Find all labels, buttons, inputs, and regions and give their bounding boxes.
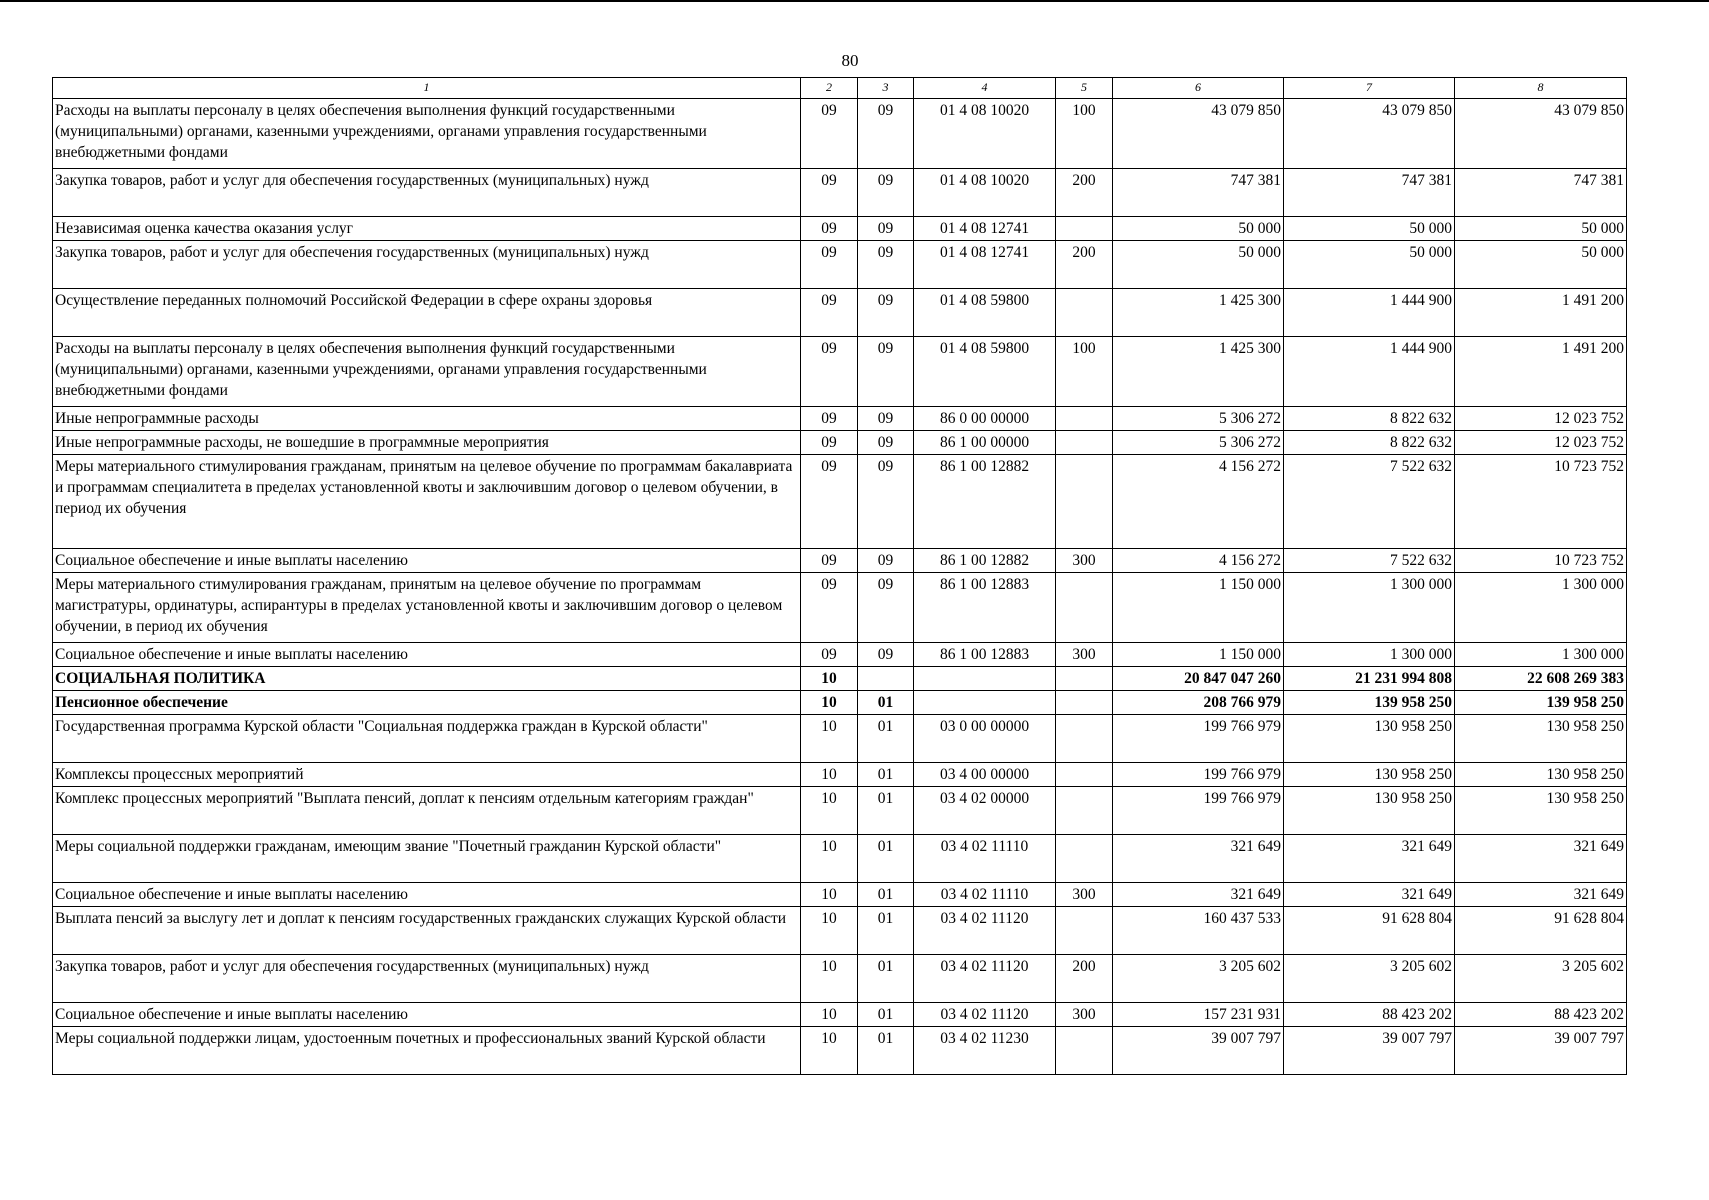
row-subsection-code: 01: [858, 691, 914, 715]
table-row: [53, 691, 1627, 715]
row-amount-col8: 12 023 752: [1455, 431, 1627, 455]
table-row: [53, 289, 1627, 337]
row-subsection-code: 09: [858, 99, 914, 169]
row-name: Меры материального стимулирования гражданам, принятым на целевое обучение по программам бакалавриата и программам специалитета в пределах установленной квоты и заключившим договор о целевом обучении, в период их обучения: [53, 455, 801, 549]
row-target-article: 86 1 00 12883: [914, 643, 1056, 667]
row-name: Социальное обеспечение и иные выплаты населению: [53, 643, 801, 667]
row-target-article: 03 4 02 11120: [914, 907, 1056, 955]
row-amount-col7: 321 649: [1284, 835, 1455, 883]
row-section-code: 10: [801, 1003, 858, 1027]
column-number: 8: [1455, 78, 1627, 99]
row-amount-col7: 1 444 900: [1284, 337, 1455, 407]
row-target-article: 03 4 02 11120: [914, 1003, 1056, 1027]
row-expense-type: [1056, 763, 1113, 787]
row-amount-col6: 321 649: [1113, 835, 1284, 883]
row-subsection-code: 01: [858, 1027, 914, 1075]
row-amount-col8: 39 007 797: [1455, 1027, 1627, 1075]
row-expense-type: [1056, 573, 1113, 643]
row-expense-type: 200: [1056, 169, 1113, 217]
row-subsection-code: 01: [858, 883, 914, 907]
column-number: 2: [801, 78, 858, 99]
row-amount-col6: 3 205 602: [1113, 955, 1284, 1003]
table-row: [53, 99, 1627, 169]
table-row: [53, 217, 1627, 241]
row-amount-col8: 139 958 250: [1455, 691, 1627, 715]
row-amount-col7: 139 958 250: [1284, 691, 1455, 715]
row-expense-type: [1056, 455, 1113, 549]
row-target-article: 03 4 02 00000: [914, 787, 1056, 835]
row-subsection-code: 09: [858, 337, 914, 407]
row-amount-col7: 130 958 250: [1284, 715, 1455, 763]
row-subsection-code: 01: [858, 835, 914, 883]
column-number: 6: [1113, 78, 1284, 99]
row-amount-col7: 7 522 632: [1284, 549, 1455, 573]
row-amount-col6: 321 649: [1113, 883, 1284, 907]
row-target-article: 03 4 02 11230: [914, 1027, 1056, 1075]
row-section-code: 09: [801, 289, 858, 337]
row-amount-col6: 1 150 000: [1113, 643, 1284, 667]
row-amount-col8: 50 000: [1455, 217, 1627, 241]
row-subsection-code: 09: [858, 573, 914, 643]
row-expense-type: [1056, 691, 1113, 715]
row-section-code: 09: [801, 99, 858, 169]
row-amount-col7: 8 822 632: [1284, 431, 1455, 455]
row-amount-col6: 199 766 979: [1113, 787, 1284, 835]
row-amount-col6: 5 306 272: [1113, 407, 1284, 431]
table-row: [53, 455, 1627, 549]
row-amount-col8: 1 491 200: [1455, 337, 1627, 407]
row-target-article: 86 0 00 00000: [914, 407, 1056, 431]
row-target-article: 86 1 00 12883: [914, 573, 1056, 643]
row-expense-type: [1056, 217, 1113, 241]
row-amount-col7: 21 231 994 808: [1284, 667, 1455, 691]
row-amount-col6: 50 000: [1113, 241, 1284, 289]
row-amount-col6: 5 306 272: [1113, 431, 1284, 455]
row-amount-col8: 1 300 000: [1455, 643, 1627, 667]
row-target-article: 01 4 08 10020: [914, 99, 1056, 169]
row-amount-col6: 20 847 047 260: [1113, 667, 1284, 691]
row-amount-col8: 12 023 752: [1455, 407, 1627, 431]
row-section-code: 10: [801, 763, 858, 787]
row-expense-type: [1056, 407, 1113, 431]
row-amount-col6: 160 437 533: [1113, 907, 1284, 955]
row-expense-type: 100: [1056, 99, 1113, 169]
row-target-article: 86 1 00 12882: [914, 455, 1056, 549]
row-amount-col6: 39 007 797: [1113, 1027, 1284, 1075]
row-target-article: 03 4 02 11110: [914, 883, 1056, 907]
table-row: [53, 1027, 1627, 1075]
row-subsection-code: 09: [858, 455, 914, 549]
row-subsection-code: 01: [858, 1003, 914, 1027]
row-name: Иные непрограммные расходы: [53, 407, 801, 431]
row-amount-col6: 1 150 000: [1113, 573, 1284, 643]
table-row: [53, 643, 1627, 667]
row-name: Меры материального стимулирования гражданам, принятым на целевое обучение по программам магистратуры, ординатуры, аспирантуры в пределах установленной квоты и заключившим договор о целевом обучении, в период их обучения: [53, 573, 801, 643]
row-subsection-code: 09: [858, 289, 914, 337]
row-section-code: 10: [801, 787, 858, 835]
row-subsection-code: 09: [858, 407, 914, 431]
row-name: Расходы на выплаты персоналу в целях обеспечения выполнения функций государственными (муниципальными) органами, казенными учреждениями, органами управления государственными внебюджетными фондами: [53, 99, 801, 169]
row-amount-col7: 43 079 850: [1284, 99, 1455, 169]
row-amount-col8: 747 381: [1455, 169, 1627, 217]
top-border-line: [0, 0, 1709, 2]
row-subsection-code: [858, 667, 914, 691]
table-row: [53, 337, 1627, 407]
row-amount-col8: 321 649: [1455, 835, 1627, 883]
row-expense-type: 300: [1056, 1003, 1113, 1027]
column-number: 3: [858, 78, 914, 99]
row-amount-col8: 10 723 752: [1455, 455, 1627, 549]
row-section-code: 10: [801, 835, 858, 883]
row-section-code: 09: [801, 573, 858, 643]
row-name: Закупка товаров, работ и услуг для обеспечения государственных (муниципальных) нужд: [53, 241, 801, 289]
row-amount-col6: 43 079 850: [1113, 99, 1284, 169]
row-name: Расходы на выплаты персоналу в целях обеспечения выполнения функций государственными (муниципальными) органами, казенными учреждениями, органами управления государственными внебюджетными фондами: [53, 337, 801, 407]
table-row: [53, 763, 1627, 787]
row-amount-col7: 50 000: [1284, 217, 1455, 241]
row-target-article: 03 4 00 00000: [914, 763, 1056, 787]
row-section-code: 09: [801, 217, 858, 241]
row-amount-col7: 39 007 797: [1284, 1027, 1455, 1075]
row-section-code: 09: [801, 549, 858, 573]
row-amount-col6: 747 381: [1113, 169, 1284, 217]
row-target-article: [914, 691, 1056, 715]
row-expense-type: 300: [1056, 643, 1113, 667]
table-row: [53, 715, 1627, 763]
row-amount-col6: 1 425 300: [1113, 289, 1284, 337]
table-row: [53, 955, 1627, 1003]
row-name: Социальное обеспечение и иные выплаты населению: [53, 883, 801, 907]
row-expense-type: [1056, 787, 1113, 835]
row-name: Независимая оценка качества оказания услуг: [53, 217, 801, 241]
row-name: Комплексы процессных мероприятий: [53, 763, 801, 787]
row-name: Осуществление переданных полномочий Российской Федерации в сфере охраны здоровья: [53, 289, 801, 337]
row-subsection-code: 01: [858, 715, 914, 763]
table-row: [53, 667, 1627, 691]
row-amount-col8: 321 649: [1455, 883, 1627, 907]
row-subsection-code: 01: [858, 907, 914, 955]
row-expense-type: [1056, 835, 1113, 883]
row-name: Социальное обеспечение и иные выплаты населению: [53, 1003, 801, 1027]
row-name: Закупка товаров, работ и услуг для обеспечения государственных (муниципальных) нужд: [53, 955, 801, 1003]
row-target-article: 01 4 08 10020: [914, 169, 1056, 217]
row-amount-col6: 208 766 979: [1113, 691, 1284, 715]
column-number: 7: [1284, 78, 1455, 99]
page-number: 80: [841, 51, 859, 70]
table-row: [53, 787, 1627, 835]
table-row: [53, 573, 1627, 643]
row-subsection-code: 09: [858, 241, 914, 289]
table-body: [53, 99, 1627, 1075]
row-subsection-code: 09: [858, 217, 914, 241]
row-amount-col8: 1 300 000: [1455, 573, 1627, 643]
row-section-code: 10: [801, 907, 858, 955]
row-section-code: 09: [801, 169, 858, 217]
table-row: [53, 169, 1627, 217]
row-target-article: 01 4 08 59800: [914, 337, 1056, 407]
row-amount-col7: 3 205 602: [1284, 955, 1455, 1003]
row-amount-col7: 50 000: [1284, 241, 1455, 289]
row-expense-type: [1056, 907, 1113, 955]
table-row: [53, 883, 1627, 907]
row-section-code: 09: [801, 643, 858, 667]
table-row: [53, 407, 1627, 431]
row-amount-col7: 88 423 202: [1284, 1003, 1455, 1027]
row-amount-col8: 50 000: [1455, 241, 1627, 289]
row-amount-col7: 1 300 000: [1284, 643, 1455, 667]
row-amount-col7: 130 958 250: [1284, 763, 1455, 787]
row-expense-type: 100: [1056, 337, 1113, 407]
column-number: 4: [914, 78, 1056, 99]
row-subsection-code: 01: [858, 955, 914, 1003]
row-target-article: 03 4 02 11110: [914, 835, 1056, 883]
row-name: Выплата пенсий за выслугу лет и доплат к пенсиям государственных гражданских служащих Курской области: [53, 907, 801, 955]
row-expense-type: 300: [1056, 549, 1113, 573]
row-amount-col6: 4 156 272: [1113, 455, 1284, 549]
row-amount-col7: 321 649: [1284, 883, 1455, 907]
budget-table: [52, 77, 1627, 1075]
row-subsection-code: 09: [858, 549, 914, 573]
row-amount-col7: 130 958 250: [1284, 787, 1455, 835]
row-section-code: 10: [801, 1027, 858, 1075]
row-name: Меры социальной поддержки гражданам, имеющим звание "Почетный гражданин Курской области": [53, 835, 801, 883]
row-amount-col7: 91 628 804: [1284, 907, 1455, 955]
row-section-code: 09: [801, 431, 858, 455]
row-amount-col7: 7 522 632: [1284, 455, 1455, 549]
row-target-article: 03 4 02 11120: [914, 955, 1056, 1003]
row-amount-col7: 747 381: [1284, 169, 1455, 217]
row-section-code: 10: [801, 667, 858, 691]
row-section-code: 10: [801, 883, 858, 907]
row-section-code: 09: [801, 241, 858, 289]
row-amount-col7: 8 822 632: [1284, 407, 1455, 431]
row-subsection-code: 01: [858, 787, 914, 835]
row-subsection-code: 09: [858, 169, 914, 217]
row-amount-col6: 4 156 272: [1113, 549, 1284, 573]
row-amount-col8: 22 608 269 383: [1455, 667, 1627, 691]
row-section-code: 09: [801, 455, 858, 549]
row-expense-type: [1056, 667, 1113, 691]
row-name: Государственная программа Курской области "Социальная поддержка граждан в Курской области": [53, 715, 801, 763]
row-amount-col8: 130 958 250: [1455, 787, 1627, 835]
row-name: Закупка товаров, работ и услуг для обеспечения государственных (муниципальных) нужд: [53, 169, 801, 217]
row-expense-type: [1056, 431, 1113, 455]
row-target-article: 86 1 00 12882: [914, 549, 1056, 573]
row-amount-col6: 199 766 979: [1113, 763, 1284, 787]
row-section-code: 09: [801, 337, 858, 407]
table-row: [53, 241, 1627, 289]
row-expense-type: 200: [1056, 241, 1113, 289]
row-expense-type: [1056, 715, 1113, 763]
row-amount-col7: 1 444 900: [1284, 289, 1455, 337]
row-target-article: 01 4 08 12741: [914, 217, 1056, 241]
row-amount-col6: 50 000: [1113, 217, 1284, 241]
row-amount-col6: 157 231 931: [1113, 1003, 1284, 1027]
row-section-code: 09: [801, 407, 858, 431]
row-section-code: 10: [801, 715, 858, 763]
table-row: [53, 431, 1627, 455]
row-amount-col8: 130 958 250: [1455, 715, 1627, 763]
row-target-article: [914, 667, 1056, 691]
row-name: Иные непрограммные расходы, не вошедшие в программные мероприятия: [53, 431, 801, 455]
row-amount-col8: 3 205 602: [1455, 955, 1627, 1003]
row-amount-col6: 199 766 979: [1113, 715, 1284, 763]
column-number-row: [53, 78, 1627, 99]
row-name: Пенсионное обеспечение: [53, 691, 801, 715]
row-amount-col8: 1 491 200: [1455, 289, 1627, 337]
row-section-code: 10: [801, 691, 858, 715]
row-name: Социальное обеспечение и иные выплаты населению: [53, 549, 801, 573]
row-expense-type: 300: [1056, 883, 1113, 907]
table-row: [53, 549, 1627, 573]
table-row: [53, 835, 1627, 883]
row-name: Меры социальной поддержки лицам, удостоенным почетных и профессиональных званий Курской области: [53, 1027, 801, 1075]
row-amount-col8: 91 628 804: [1455, 907, 1627, 955]
row-amount-col8: 88 423 202: [1455, 1003, 1627, 1027]
row-target-article: 01 4 08 59800: [914, 289, 1056, 337]
row-expense-type: [1056, 1027, 1113, 1075]
row-target-article: 86 1 00 00000: [914, 431, 1056, 455]
row-amount-col7: 1 300 000: [1284, 573, 1455, 643]
row-amount-col8: 43 079 850: [1455, 99, 1627, 169]
row-amount-col8: 130 958 250: [1455, 763, 1627, 787]
table-row: [53, 1003, 1627, 1027]
row-subsection-code: 09: [858, 643, 914, 667]
row-target-article: 03 0 00 00000: [914, 715, 1056, 763]
row-target-article: 01 4 08 12741: [914, 241, 1056, 289]
table-row: [53, 907, 1627, 955]
row-subsection-code: 01: [858, 763, 914, 787]
column-number: 5: [1056, 78, 1113, 99]
row-name: СОЦИАЛЬНАЯ ПОЛИТИКА: [53, 667, 801, 691]
column-number: 1: [53, 78, 801, 99]
row-subsection-code: 09: [858, 431, 914, 455]
row-amount-col8: 10 723 752: [1455, 549, 1627, 573]
row-amount-col6: 1 425 300: [1113, 337, 1284, 407]
row-expense-type: 200: [1056, 955, 1113, 1003]
row-name: Комплекс процессных мероприятий "Выплата пенсий, доплат к пенсиям отдельным категориям граждан": [53, 787, 801, 835]
row-section-code: 10: [801, 955, 858, 1003]
row-expense-type: [1056, 289, 1113, 337]
